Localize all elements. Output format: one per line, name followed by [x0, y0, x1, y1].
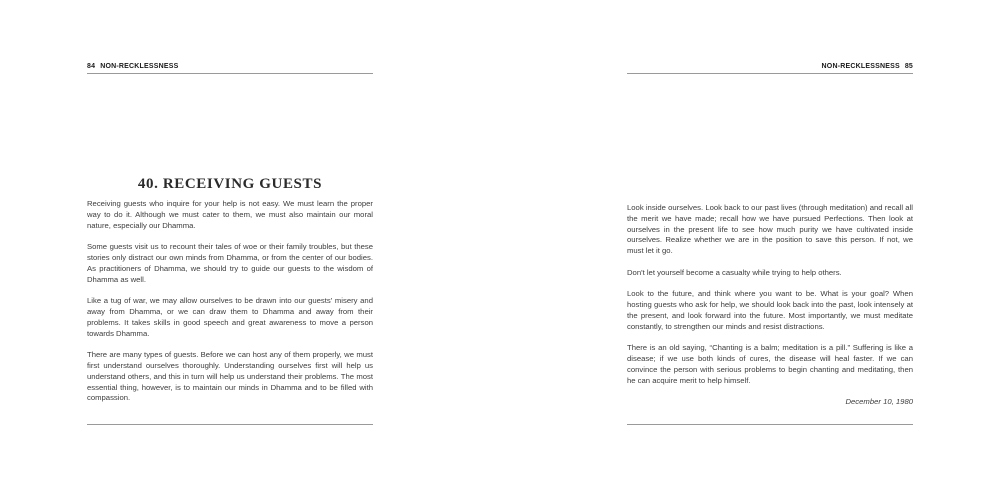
right-paragraph: Look inside ourselves. Look back to our past lives (through meditation) and recall all the merit we have made; recall how we have pursued Perfections. Then look at ourselves in the present life to see how much purity we have cultivated inside ourselves. Realize whether we are in the position to save this person. If not, we must let it go. [627, 203, 913, 256]
right-running-head-section: NON-RECKLESSNESS [821, 63, 900, 70]
right-body-text [627, 203, 913, 419]
date-signoff: December 10, 1980 [845, 397, 913, 407]
left-paragraph: Receiving guests who inquire for your help is not easy. We must learn the proper way to do it. Although we must cater to them, we must also maintain our moral nature, especially our Dhamma. [87, 199, 373, 230]
right-paragraph: There is an old saying, “Chanting is a balm; meditation is a pill.” Suffering is like a disease; if we use both kinds of cures, the disease will heal faster. If we can convince the person with serious problems to begin chanting and meditating, then he can acquire merit to help himself. [627, 343, 913, 385]
left-paragraph: Some guests visit us to recount their tales of woe or their family troubles, but these stories only distract our own minds from Dhamma, or from the center of our bodies. As practitioners of Dhamma, we should try to guide our guests to the wisdom of Dhamma as well. [87, 242, 373, 284]
left-paragraph: There are many types of guests. Before we can host any of them properly, we must first understand ourselves thoroughly. Understanding ourselves first will help us understand others, and this in turn will help us understand their problems. The most essential thing, however, is to maintain our minds in Dhamma and to be filled with compassion. [87, 350, 373, 403]
right-running-head [627, 63, 913, 74]
left-body-text [87, 199, 373, 415]
right-bottom-rule [627, 424, 913, 425]
right-paragraph: Don't let yourself become a casualty while trying to help others. [627, 267, 842, 277]
left-page-number: 84 [87, 63, 96, 70]
left-paragraph: Like a tug of war, we may allow ourselves to be drawn into our guests' misery and away from Dhamma, or we can draw them to Dhamma and away from their problems. It takes skills in good speech and great awareness to move a person towards Dhamma. [87, 296, 373, 338]
chapter-title: 40. RECEIVING GUESTS [137, 176, 323, 192]
left-running-head-section: NON-RECKLESSNESS [100, 63, 179, 70]
right-paragraph: Look to the future, and think where you want to be. What is your goal? When hosting guests who ask for help, we should look back into the past, look intensely at the present, and look forward into the future. Most importantly, we must meditate constantly, to strengthen our minds and resist distractions. [627, 289, 913, 331]
left-bottom-rule [87, 424, 373, 425]
right-page-number: 85 [904, 63, 913, 70]
left-running-head [87, 63, 373, 74]
